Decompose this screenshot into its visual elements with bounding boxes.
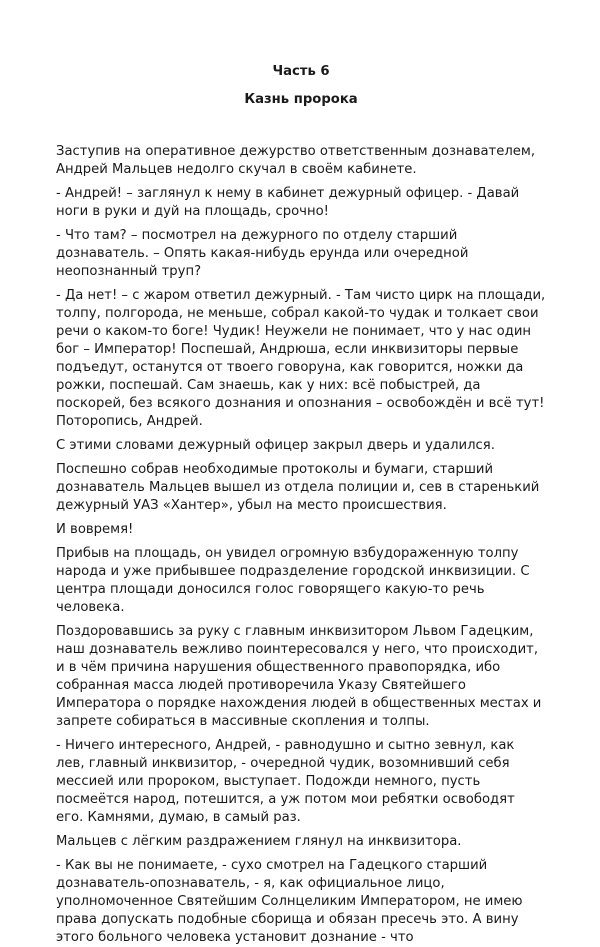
paragraph: И вовремя!	[56, 522, 134, 537]
paragraph: Заступив на оперативное дежурство ответственным дознавателем, Андрей Мальцев недолго скучал в своём кабинете.	[56, 144, 536, 177]
paragraph: - Что там? – посмотрел на дежурного по отделу старший дознаватель. – Опять какая-нибудь ерунда или очередной неопознанный труп?	[56, 228, 469, 279]
chapter-title: Казнь пророка	[244, 92, 358, 107]
paragraph: Поспешно собрав необходимые протоколы и бумаги, старший дознаватель Мальцев вышел из отдела полиции и, сев в старенький дежурный УАЗ «Хантер», убыл на место происшествия.	[56, 462, 540, 513]
paragraph: Мальцев с лёгким раздражением глянул на инквизитора.	[56, 834, 462, 849]
paragraph: Прибыв на площадь, он увидел огромную взбудораженную толпу народа и уже прибывшее подразделение городской инквизиции. С центра площади доносился голос говорящего какую-то речь человека.	[56, 546, 530, 615]
paragraph: - Ничего интересного, Андрей, - равнодушно и сытно зевнул, как лев, главный инквизитор, - очередной чудик, возомнивший себя мессией или пророком, выступает. Подожди немного, пусть посмеётся народ, потешится, а уж потом мои ребятки освободят его. Камнями, думаю, в самый раз.	[56, 738, 515, 825]
paragraph: С этими словами дежурный офицер закрыл дверь и удалился.	[56, 438, 495, 453]
part-title: Часть 6	[272, 64, 330, 79]
paragraph: - Андрей! – заглянул к нему в кабинет дежурный офицер. - Давай ноги в руки и дуй на площадь, срочно!	[56, 186, 520, 219]
paragraph: - Как вы не понимаете, - сухо смотрел на Гадецкого старший дознаватель-опознаватель, - я, как официальное лицо, уполномоченное Святейшим Солнцеликим Императором, не имею права допускать подобные сборища и обязан пресечь это. А вину этого больного человека установит дознание - что	[56, 858, 523, 945]
paragraph: Поздоровавшись за руку с главным инквизитором Львом Гадецким, наш дознаватель вежливо поинтересовался у него, что происходит, и в чём причина нарушения общественного правопорядка, ибо собранная масса людей противоречила Указу Святейшего Императора о порядке нахождения людей в общественных местах и запрете собираться в массивные скопления и толпы.	[56, 624, 542, 729]
body-text	[56, 143, 546, 947]
paragraph: - Да нет! – с жаром ответил дежурный. - Там чисто цирк на площади, толпу, полгорода, не меньше, собрал какой-то чудак и толкает свои речи о каком-то боге! Чудик! Неужели не понимает, что у нас один бог – Император! Поспешай, Андрюша, если инквизиторы первые подъедут, останутся от твоего говоруна, как говорится, ножки да рожки, поспешай. Сам знаешь, как у них: всё побыстрей, да поскорей, без всякого дознания и опознания – освобождён и всё тут! Поторопись, Андрей.	[56, 288, 546, 429]
